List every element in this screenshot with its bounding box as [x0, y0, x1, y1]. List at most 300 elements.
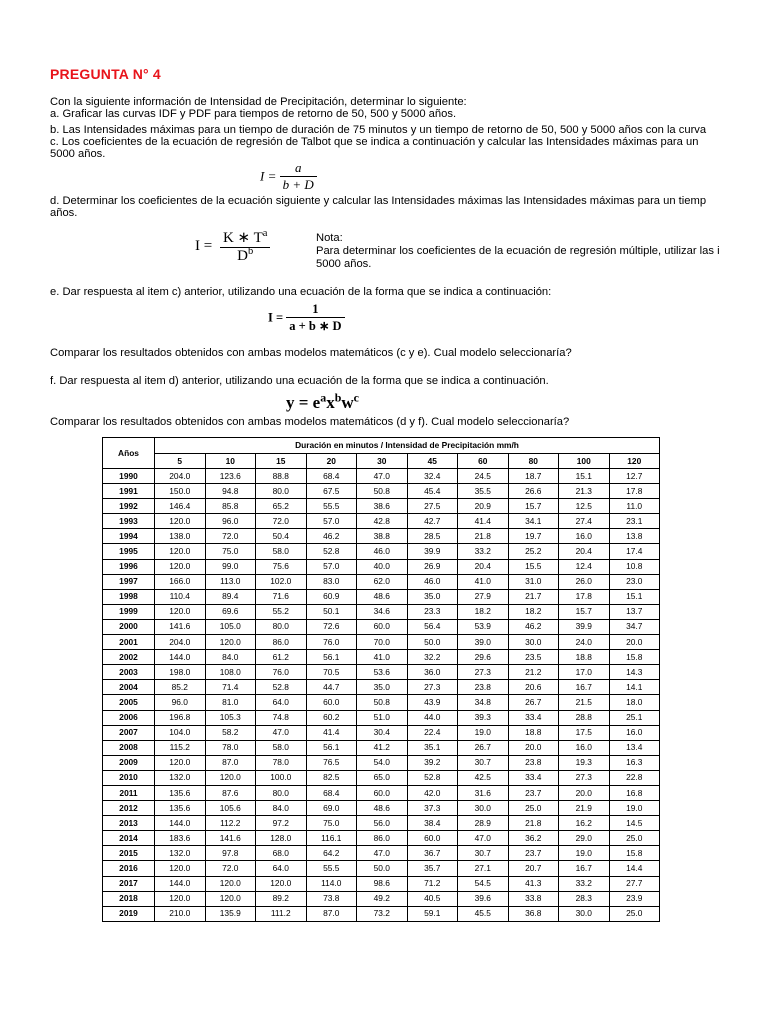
intensity-cell: 40.5 — [407, 891, 458, 906]
intensity-cell: 100.0 — [256, 770, 307, 785]
intensity-cell: 60.2 — [306, 710, 357, 725]
intensity-cell: 44.7 — [306, 680, 357, 695]
intensity-cell: 16.7 — [559, 861, 610, 876]
intensity-cell: 23.3 — [407, 604, 458, 619]
table-row — [103, 499, 660, 514]
intensity-cell: 18.8 — [559, 650, 610, 665]
intensity-cell: 39.0 — [458, 635, 509, 650]
year-cell: 1992 — [103, 499, 155, 514]
intensity-cell: 44.0 — [407, 710, 458, 725]
intensity-cell: 36.8 — [508, 906, 559, 921]
intensity-cell: 21.2 — [508, 665, 559, 680]
intensity-cell: 25.2 — [508, 544, 559, 559]
intensity-cell: 36.2 — [508, 831, 559, 846]
intensity-cell: 12.5 — [559, 499, 610, 514]
intensity-cell: 135.6 — [155, 785, 206, 800]
intensity-cell: 74.8 — [256, 710, 307, 725]
intensity-cell: 30.7 — [458, 846, 509, 861]
intensity-cell: 15.1 — [559, 469, 610, 484]
intensity-cell: 25.0 — [508, 801, 559, 816]
intensity-cell: 88.8 — [256, 469, 307, 484]
intensity-cell: 62.0 — [357, 574, 408, 589]
intensity-cell: 52.8 — [256, 680, 307, 695]
intensity-cell: 75.6 — [256, 559, 307, 574]
intensity-cell: 135.9 — [205, 906, 256, 921]
intensity-cell: 17.5 — [559, 725, 610, 740]
intensity-cell: 115.2 — [155, 740, 206, 755]
duration-header: 120 — [609, 454, 660, 469]
intensity-cell: 76.0 — [306, 635, 357, 650]
intensity-cell: 20.7 — [508, 861, 559, 876]
intensity-cell: 60.0 — [357, 785, 408, 800]
table-row — [103, 680, 660, 695]
intensity-cell: 39.6 — [458, 891, 509, 906]
item-f-text: f. Dar respuesta al item d) anterior, utilizando una ecuación de la forma que se indica a continuación. — [50, 375, 549, 387]
intensity-cell: 18.0 — [609, 695, 660, 710]
intensity-cell: 89.2 — [256, 891, 307, 906]
intensity-cell: 110.4 — [155, 589, 206, 604]
year-cell: 1993 — [103, 514, 155, 529]
talbot-eq-denominator: b + D — [280, 176, 317, 193]
intensity-cell: 27.3 — [559, 770, 610, 785]
intensity-cell: 27.3 — [407, 680, 458, 695]
intensity-cell: 120.0 — [155, 559, 206, 574]
intensity-cell: 47.0 — [357, 846, 408, 861]
item-d-text: d. Determinar los coeficientes de la ecuación siguiente y calcular las Intensidades máximas las Intensidades máximas para un tiemp — [50, 195, 707, 207]
item-d-text-cont: años. — [50, 207, 78, 219]
table-row — [103, 529, 660, 544]
intensity-cell: 12.7 — [609, 469, 660, 484]
intensity-cell: 57.0 — [306, 559, 357, 574]
intensity-cell: 26.6 — [508, 484, 559, 499]
intensity-cell: 72.0 — [256, 514, 307, 529]
intensity-cell: 10.8 — [609, 559, 660, 574]
year-cell: 2002 — [103, 650, 155, 665]
year-cell: 1997 — [103, 574, 155, 589]
year-column-header: Años — [103, 438, 155, 469]
intensity-cell: 32.2 — [407, 650, 458, 665]
table-row — [103, 740, 660, 755]
intensity-cell: 60.9 — [306, 589, 357, 604]
intensity-cell: 50.0 — [357, 861, 408, 876]
intro-text: Con la siguiente información de Intensidad de Precipitación, determinar lo siguiente: — [50, 96, 467, 108]
duration-group-header: Duración en minutos / Intensidad de Precipitación mm/h — [155, 438, 660, 454]
intensity-cell: 35.0 — [407, 589, 458, 604]
table-row — [103, 801, 660, 816]
table-row — [103, 544, 660, 559]
table-row — [103, 876, 660, 891]
intensity-cell: 21.9 — [559, 801, 610, 816]
intensity-cell: 57.0 — [306, 514, 357, 529]
intensity-cell: 65.0 — [357, 770, 408, 785]
intensity-cell: 135.6 — [155, 801, 206, 816]
intensity-cell: 22.8 — [609, 770, 660, 785]
year-cell: 2018 — [103, 891, 155, 906]
intensity-cell: 56.4 — [407, 619, 458, 634]
intensity-cell: 120.0 — [155, 891, 206, 906]
intensity-cell: 30.0 — [508, 635, 559, 650]
duration-header: 15 — [256, 454, 307, 469]
table-row — [103, 574, 660, 589]
intensity-cell: 75.0 — [306, 816, 357, 831]
intensity-cell: 138.0 — [155, 529, 206, 544]
intensity-cell: 80.0 — [256, 484, 307, 499]
intensity-cell: 12.4 — [559, 559, 610, 574]
intensity-cell: 45.5 — [458, 906, 509, 921]
intensity-cell: 52.8 — [306, 544, 357, 559]
intensity-cell: 96.0 — [205, 514, 256, 529]
intensity-cell: 20.0 — [508, 740, 559, 755]
intensity-cell: 21.5 — [559, 695, 610, 710]
intensity-cell: 120.0 — [205, 635, 256, 650]
year-cell: 2014 — [103, 831, 155, 846]
intensity-cell: 82.5 — [306, 770, 357, 785]
intensity-cell: 97.2 — [256, 816, 307, 831]
intensity-cell: 50.8 — [357, 695, 408, 710]
intensity-cell: 15.7 — [508, 499, 559, 514]
intensity-cell: 25.0 — [609, 906, 660, 921]
intensity-cell: 41.4 — [458, 514, 509, 529]
intensity-cell: 33.2 — [458, 544, 509, 559]
intensity-cell: 58.0 — [256, 544, 307, 559]
intensity-cell: 23.7 — [508, 846, 559, 861]
table-row — [103, 846, 660, 861]
intensity-cell: 19.0 — [559, 846, 610, 861]
item-e-text: e. Dar respuesta al item c) anterior, utilizando una ecuación de la forma que se indica a continuación: — [50, 286, 552, 298]
year-cell: 1994 — [103, 529, 155, 544]
intensity-cell: 55.5 — [306, 861, 357, 876]
intensity-cell: 27.4 — [559, 514, 610, 529]
intensity-cell: 20.9 — [458, 499, 509, 514]
intensity-cell: 18.2 — [458, 604, 509, 619]
intensity-cell: 68.4 — [306, 469, 357, 484]
intensity-cell: 16.8 — [609, 785, 660, 800]
intensity-cell: 116.1 — [306, 831, 357, 846]
power-equation — [195, 228, 270, 265]
year-cell: 1990 — [103, 469, 155, 484]
intensity-cell: 71.4 — [205, 680, 256, 695]
intensity-cell: 42.5 — [458, 770, 509, 785]
intensity-cell: 14.1 — [609, 680, 660, 695]
inverse-eq-lhs: I = — [268, 310, 284, 325]
intensity-cell: 43.9 — [407, 695, 458, 710]
intensity-cell: 141.6 — [155, 619, 206, 634]
table-row — [103, 891, 660, 906]
intensity-cell: 144.0 — [155, 876, 206, 891]
intensity-cell: 13.8 — [609, 529, 660, 544]
intensity-cell: 183.6 — [155, 831, 206, 846]
intensity-cell: 41.0 — [458, 574, 509, 589]
intensity-cell: 19.7 — [508, 529, 559, 544]
intensity-cell: 94.8 — [205, 484, 256, 499]
intensity-cell: 39.9 — [407, 544, 458, 559]
intensity-cell: 18.8 — [508, 725, 559, 740]
intensity-cell: 13.4 — [609, 740, 660, 755]
intensity-cell: 47.0 — [458, 831, 509, 846]
intensity-cell: 132.0 — [155, 770, 206, 785]
intensity-cell: 23.9 — [609, 891, 660, 906]
intensity-cell: 50.8 — [357, 484, 408, 499]
intensity-cell: 24.0 — [559, 635, 610, 650]
duration-header: 10 — [205, 454, 256, 469]
intensity-cell: 198.0 — [155, 665, 206, 680]
intensity-cell: 47.0 — [357, 469, 408, 484]
intensity-cell: 14.3 — [609, 665, 660, 680]
intensity-cell: 45.4 — [407, 484, 458, 499]
intensity-cell: 53.9 — [458, 619, 509, 634]
intensity-cell: 31.0 — [508, 574, 559, 589]
duration-header: 100 — [559, 454, 610, 469]
intensity-cell: 71.6 — [256, 589, 307, 604]
year-cell: 1999 — [103, 604, 155, 619]
duration-header: 45 — [407, 454, 458, 469]
year-cell: 2001 — [103, 635, 155, 650]
intensity-cell: 98.6 — [357, 876, 408, 891]
intensity-cell: 17.8 — [559, 589, 610, 604]
intensity-cell: 54.0 — [357, 755, 408, 770]
power-eq-numerator: K ∗ $T^a$ — [222, 228, 268, 246]
intensity-cell: 204.0 — [155, 469, 206, 484]
intensity-cell: 128.0 — [256, 831, 307, 846]
intensity-cell: 23.1 — [609, 514, 660, 529]
table-row — [103, 604, 660, 619]
intensity-cell: 113.0 — [205, 574, 256, 589]
intensity-cell: 86.0 — [256, 635, 307, 650]
intensity-cell: 80.0 — [256, 619, 307, 634]
intensity-cell: 37.3 — [407, 801, 458, 816]
intensity-cell: 46.0 — [407, 574, 458, 589]
intensity-cell: 18.7 — [508, 469, 559, 484]
intensity-cell: 73.8 — [306, 891, 357, 906]
intensity-cell: 26.7 — [508, 695, 559, 710]
intensity-cell: 19.0 — [458, 725, 509, 740]
intensity-cell: 27.3 — [458, 665, 509, 680]
intensity-cell: 71.2 — [407, 876, 458, 891]
intensity-cell: 42.7 — [407, 514, 458, 529]
intensity-cell: 84.0 — [256, 801, 307, 816]
intensity-cell: 23.8 — [508, 755, 559, 770]
intensity-cell: 166.0 — [155, 574, 206, 589]
intensity-cell: 70.0 — [357, 635, 408, 650]
duration-header: 5 — [155, 454, 206, 469]
intensity-cell: 204.0 — [155, 635, 206, 650]
intensity-cell: 20.0 — [559, 785, 610, 800]
intensity-cell: 68.4 — [306, 785, 357, 800]
intensity-cell: 41.4 — [306, 725, 357, 740]
inverse-eq-numerator: 1 — [312, 302, 319, 316]
intensity-cell: 105.0 — [205, 619, 256, 634]
intensity-cell: 16.7 — [559, 680, 610, 695]
intensity-cell: 38.8 — [357, 529, 408, 544]
intensity-cell: 23.0 — [609, 574, 660, 589]
table-row — [103, 816, 660, 831]
intensity-cell: 25.0 — [609, 831, 660, 846]
intensity-cell: 34.1 — [508, 514, 559, 529]
intensity-cell: 36.7 — [407, 846, 458, 861]
intensity-cell: 34.7 — [609, 619, 660, 634]
intensity-cell: 17.4 — [609, 544, 660, 559]
intensity-cell: 76.5 — [306, 755, 357, 770]
intensity-cell: 21.7 — [508, 589, 559, 604]
intensity-cell: 27.1 — [458, 861, 509, 876]
intensity-cell: 33.4 — [508, 710, 559, 725]
intensity-cell: 146.4 — [155, 499, 206, 514]
intensity-cell: 48.6 — [357, 801, 408, 816]
note-label: Nota: — [316, 232, 343, 244]
table-row — [103, 469, 660, 484]
intensity-cell: 144.0 — [155, 650, 206, 665]
intensity-cell: 72.0 — [205, 529, 256, 544]
intensity-cell: 33.8 — [508, 891, 559, 906]
intensity-cell: 87.0 — [205, 755, 256, 770]
intensity-cell: 76.0 — [256, 665, 307, 680]
intensity-cell: 26.7 — [458, 740, 509, 755]
year-cell: 2013 — [103, 816, 155, 831]
intensity-cell: 111.2 — [256, 906, 307, 921]
intensity-cell: 86.0 — [357, 831, 408, 846]
intensity-cell: 46.2 — [306, 529, 357, 544]
table-row — [103, 785, 660, 800]
intensity-cell: 69.6 — [205, 604, 256, 619]
note-text: Para determinar los coeficientes de la ecuación de regresión múltiple, utilizar las i — [316, 245, 720, 257]
intensity-cell: 120.0 — [155, 861, 206, 876]
intensity-cell: 49.2 — [357, 891, 408, 906]
intensity-cell: 15.7 — [559, 604, 610, 619]
year-cell: 2009 — [103, 755, 155, 770]
year-cell: 2005 — [103, 695, 155, 710]
intensity-cell: 55.2 — [256, 604, 307, 619]
intensity-cell: 51.0 — [357, 710, 408, 725]
intensity-cell: 11.0 — [609, 499, 660, 514]
intensity-cell: 58.0 — [256, 740, 307, 755]
intensity-cell: 39.2 — [407, 755, 458, 770]
intensity-cell: 102.0 — [256, 574, 307, 589]
exponential-equation: $y = e^ax^bw^c$ — [286, 390, 359, 412]
power-eq-denominator: $D^b$ — [220, 247, 270, 265]
intensity-cell: 72.6 — [306, 619, 357, 634]
intensity-cell: 19.3 — [559, 755, 610, 770]
item-c-text: c. Los coeficientes de la ecuación de regresión de Talbot que se indica a continuación y calcular las Intensidades máximas para un — [50, 136, 699, 148]
talbot-eq-lhs: I = — [260, 168, 277, 184]
talbot-eq-numerator: a — [294, 160, 302, 175]
intensity-cell: 14.5 — [609, 816, 660, 831]
intensity-cell: 35.0 — [357, 680, 408, 695]
item-a-text: a. Graficar las curvas IDF y PDF para tiempos de retorno de 50, 500 y 5000 años. — [50, 108, 457, 120]
intensity-cell: 24.5 — [458, 469, 509, 484]
intensity-cell: 120.0 — [155, 755, 206, 770]
intensity-cell: 28.5 — [407, 529, 458, 544]
intensity-cell: 50.1 — [306, 604, 357, 619]
year-cell: 1998 — [103, 589, 155, 604]
intensity-cell: 30.0 — [559, 906, 610, 921]
intensity-cell: 105.6 — [205, 801, 256, 816]
compare-ce-text: Comparar los resultados obtenidos con ambas modelos matemáticos (c y e). Cual modelo seleccionaría? — [50, 347, 572, 359]
intensity-cell: 36.0 — [407, 665, 458, 680]
intensity-cell: 58.2 — [205, 725, 256, 740]
intensity-cell: 56.1 — [306, 740, 357, 755]
table-row — [103, 514, 660, 529]
intensity-cell: 15.5 — [508, 559, 559, 574]
intensity-cell: 17.0 — [559, 665, 610, 680]
intensity-cell: 39.3 — [458, 710, 509, 725]
intensity-cell: 21.8 — [508, 816, 559, 831]
year-cell: 2007 — [103, 725, 155, 740]
table-row — [103, 650, 660, 665]
intensity-cell: 20.4 — [559, 544, 610, 559]
intensity-cell: 28.3 — [559, 891, 610, 906]
intensity-cell: 16.0 — [559, 740, 610, 755]
intensity-cell: 30.4 — [357, 725, 408, 740]
intensity-cell: 33.4 — [508, 770, 559, 785]
table-row — [103, 710, 660, 725]
intensity-cell: 97.8 — [205, 846, 256, 861]
table-row — [103, 484, 660, 499]
intensity-cell: 46.0 — [357, 544, 408, 559]
table-row — [103, 770, 660, 785]
inverse-eq-denominator: a + b ∗ D — [286, 317, 344, 334]
intensity-cell: 27.5 — [407, 499, 458, 514]
year-cell: 1995 — [103, 544, 155, 559]
intensity-cell: 132.0 — [155, 846, 206, 861]
intensity-cell: 13.7 — [609, 604, 660, 619]
intensity-cell: 48.6 — [357, 589, 408, 604]
intensity-cell: 61.2 — [256, 650, 307, 665]
intensity-cell: 23.5 — [508, 650, 559, 665]
table-row — [103, 635, 660, 650]
intensity-cell: 17.8 — [609, 484, 660, 499]
intensity-cell: 29.0 — [559, 831, 610, 846]
power-eq-lhs: I = — [195, 238, 213, 254]
intensity-cell: 73.2 — [357, 906, 408, 921]
intensity-cell: 16.0 — [559, 529, 610, 544]
intensity-cell: 114.0 — [306, 876, 357, 891]
intensity-cell: 42.0 — [407, 785, 458, 800]
table-row — [103, 831, 660, 846]
note-text-cont: 5000 años. — [316, 258, 372, 270]
intensity-cell: 144.0 — [155, 816, 206, 831]
intensity-cell: 68.0 — [256, 846, 307, 861]
intensity-cell: 72.0 — [205, 861, 256, 876]
year-cell: 1991 — [103, 484, 155, 499]
year-cell: 2016 — [103, 861, 155, 876]
intensity-cell: 50.4 — [256, 529, 307, 544]
talbot-equation — [260, 160, 317, 193]
intensity-cell: 89.4 — [205, 589, 256, 604]
intensity-cell: 40.0 — [357, 559, 408, 574]
year-cell: 2000 — [103, 619, 155, 634]
table-row — [103, 755, 660, 770]
year-cell: 1996 — [103, 559, 155, 574]
intensity-cell: 96.0 — [155, 695, 206, 710]
year-cell: 2019 — [103, 906, 155, 921]
table-row — [103, 695, 660, 710]
intensity-cell: 14.4 — [609, 861, 660, 876]
intensity-cell: 83.0 — [306, 574, 357, 589]
intensity-cell: 21.3 — [559, 484, 610, 499]
intensity-cell: 33.2 — [559, 876, 610, 891]
intensity-cell: 108.0 — [205, 665, 256, 680]
compare-df-text: Comparar los resultados obtenidos con ambas modelos matemáticos (d y f). Cual modelo seleccionaría? — [50, 416, 570, 428]
intensity-cell: 78.0 — [205, 740, 256, 755]
intensity-cell: 19.0 — [609, 801, 660, 816]
table-row — [103, 559, 660, 574]
intensity-cell: 15.1 — [609, 589, 660, 604]
table-row — [103, 906, 660, 921]
year-cell: 2012 — [103, 801, 155, 816]
intensity-cell: 52.8 — [407, 770, 458, 785]
intensity-table — [102, 437, 660, 922]
year-cell: 2004 — [103, 680, 155, 695]
